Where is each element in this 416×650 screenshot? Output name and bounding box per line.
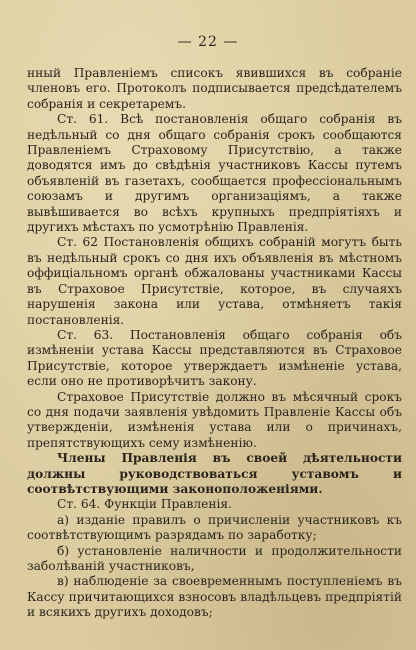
list-item: б) установленіе наличности и продолжительности заболѣваній участниковъ, bbox=[27, 543, 402, 573]
paragraph-board-members: Члены Правленія въ своей дѣятельности должны руководствоваться уставомъ и соотвѣтствующими законоположеніями. bbox=[27, 451, 402, 496]
paragraph-article-61: Ст. 61. Всѣ постановленія общаго собранія въ недѣльный со дня общаго собранія срокъ сообщаются Правленіемъ Страховому Присутствію, а также доводятся имъ до свѣдѣнія участниковъ Кассы путемъ объявленій въ газетахъ, сообщается профессіональнымъ союзамъ и другимъ организаціямъ, а также вывѣшивается во всѣхъ крупныхъ предпріятіяхъ и другихъ мѣстахъ по усмотрѣнію Правленія. bbox=[27, 112, 402, 235]
paragraph-continuation: нный Правленіемъ списокъ явившихся въ собраніе членовъ его. Протоколъ подписывается предсѣдателемъ собранія и секретаремъ. bbox=[27, 66, 402, 111]
page-number: — 22 — bbox=[177, 34, 239, 50]
list-item: а) изданіе правилъ о причисленіи участниковъ къ соотвѣтствующимъ разрядамъ по заработку; bbox=[27, 512, 402, 543]
functions-list bbox=[27, 513, 402, 621]
paragraph-article-62: Ст. 62 Постановленія общихъ собраній могутъ быть въ недѣльный срокъ со дня ихъ объявленія въ мѣстномъ оффиціальномъ органѣ обжалованы участниками Кассы въ Страховое Присутствіе, которое, въ случаяхъ нарушенія закона или устава, отмѣняетъ такія постановленія. bbox=[27, 235, 402, 327]
page-body bbox=[27, 66, 402, 621]
paragraph-article-63: Ст. 63. Постановленія общаго собранія объ измѣненіи устава Кассы представляются въ Страховое Присутствіе, которое утверждаетъ измѣненіе устава, если оно не противорѣчитъ закону. bbox=[27, 327, 402, 389]
paragraph-article-64-heading: Ст. 64. Функціи Правленія. bbox=[57, 497, 232, 512]
paragraph-insurance-presence: Страховое Присутствіе должно въ мѣсячный срокъ со дня подачи заявленія увѣдомить Правленіе Кассы объ утвержденіи, измѣненія устава или о причинахъ, препятствующихъ сему измѣненію. bbox=[27, 389, 402, 450]
list-item: в) наблюденіе за своевременнымъ поступленіемъ въ Кассу причитающихся взносовъ владѣльцевъ предпріятій и всякихъ другихъ доходовъ; bbox=[27, 574, 402, 620]
